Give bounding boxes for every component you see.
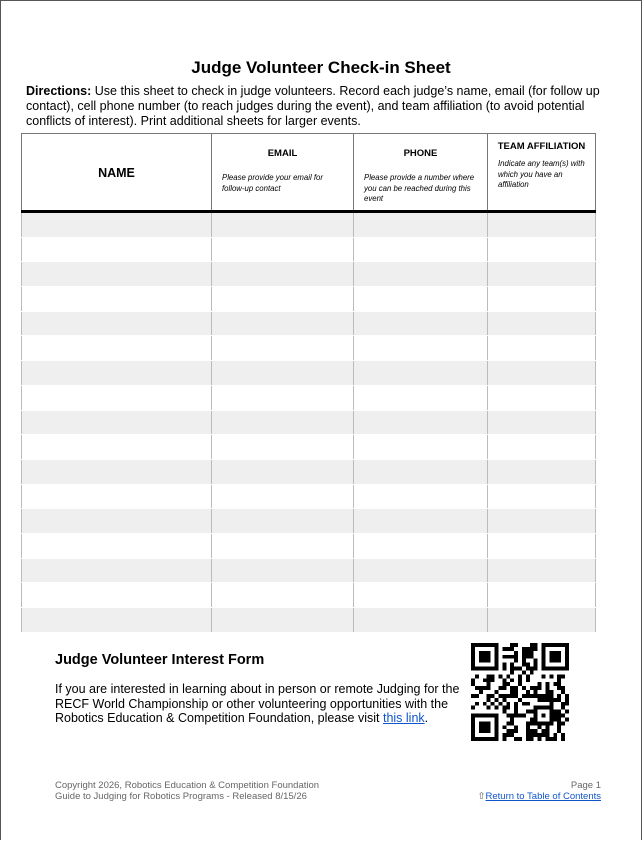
interest-form-title: Judge Volunteer Interest Form xyxy=(55,652,265,668)
cell-phone[interactable] xyxy=(354,311,488,336)
check-in-table xyxy=(21,133,596,633)
cell-phone[interactable] xyxy=(354,336,488,361)
table-row xyxy=(22,558,596,583)
cell-email[interactable] xyxy=(212,311,354,336)
cell-email[interactable] xyxy=(212,608,354,633)
table-body xyxy=(22,212,596,633)
cell-name[interactable] xyxy=(22,311,212,336)
cell-phone[interactable] xyxy=(354,459,488,484)
cell-email[interactable] xyxy=(212,287,354,312)
cell-name[interactable] xyxy=(22,361,212,386)
header-phone-note: Please provide a number where you can be reached during this event xyxy=(364,173,475,203)
cell-team[interactable] xyxy=(488,583,596,608)
return-arrow-icon: ⇧ xyxy=(477,791,486,802)
directions-text: Use this sheet to check in judge volunteers. Record each judge’s name, email (for follow up contact), cell phone number (to reach judges during the event), and team affiliation (to avoid potential conflicts of interest). Print additional sheets for larger events. xyxy=(26,84,600,128)
cell-email[interactable] xyxy=(212,237,354,262)
cell-phone[interactable] xyxy=(354,583,488,608)
header-email xyxy=(212,134,354,212)
page-title: Judge Volunteer Check-in Sheet xyxy=(191,58,451,77)
table-row xyxy=(22,484,596,509)
table-row xyxy=(22,410,596,435)
table-row xyxy=(22,509,596,534)
header-phone xyxy=(354,134,488,212)
directions xyxy=(26,84,602,129)
footer-left xyxy=(55,780,319,802)
header-name xyxy=(22,134,212,212)
footer-guide: Guide to Judging for Robotics Programs - Released 8/15/26 xyxy=(55,791,307,802)
cell-email[interactable] xyxy=(212,459,354,484)
cell-team[interactable] xyxy=(488,361,596,386)
cell-name[interactable] xyxy=(22,533,212,558)
table-header-row xyxy=(22,134,596,212)
table-row xyxy=(22,459,596,484)
cell-team[interactable] xyxy=(488,459,596,484)
cell-name[interactable] xyxy=(22,484,212,509)
cell-team[interactable] xyxy=(488,435,596,460)
table-row xyxy=(22,435,596,460)
cell-phone[interactable] xyxy=(354,361,488,386)
directions-label: Directions: xyxy=(26,84,92,98)
footer-copyright: Copyright 2026, Robotics Education & Competition Foundation xyxy=(55,780,320,791)
footer-toc xyxy=(478,791,601,802)
cell-email[interactable] xyxy=(212,410,354,435)
cell-phone[interactable] xyxy=(354,435,488,460)
cell-team[interactable] xyxy=(488,237,596,262)
cell-name[interactable] xyxy=(22,608,212,633)
header-phone-label: PHONE xyxy=(403,148,438,159)
cell-email[interactable] xyxy=(212,533,354,558)
cell-team[interactable] xyxy=(488,533,596,558)
cell-name[interactable] xyxy=(22,583,212,608)
header-team xyxy=(488,134,596,212)
cell-team[interactable] xyxy=(488,336,596,361)
cell-team[interactable] xyxy=(488,311,596,336)
cell-name[interactable] xyxy=(22,459,212,484)
cell-team[interactable] xyxy=(488,212,596,238)
table-row xyxy=(22,533,596,558)
cell-phone[interactable] xyxy=(354,484,488,509)
cell-team[interactable] xyxy=(488,558,596,583)
cell-name[interactable] xyxy=(22,435,212,460)
cell-name[interactable] xyxy=(22,410,212,435)
cell-email[interactable] xyxy=(212,262,354,287)
cell-team[interactable] xyxy=(488,509,596,534)
cell-team[interactable] xyxy=(488,608,596,633)
cell-email[interactable] xyxy=(212,484,354,509)
cell-email[interactable] xyxy=(212,509,354,534)
cell-name[interactable] xyxy=(22,509,212,534)
cell-email[interactable] xyxy=(212,558,354,583)
header-name-label: NAME xyxy=(98,166,135,180)
cell-phone[interactable] xyxy=(354,558,488,583)
footer-right xyxy=(478,780,601,802)
cell-phone[interactable] xyxy=(354,287,488,312)
table-row xyxy=(22,262,596,287)
cell-name[interactable] xyxy=(22,287,212,312)
cell-phone[interactable] xyxy=(354,509,488,534)
qr-code-icon xyxy=(471,643,569,741)
header-email-label: EMAIL xyxy=(267,148,298,159)
cell-email[interactable] xyxy=(212,361,354,386)
header-email-note: Please provide your email for follow-up contact xyxy=(222,173,323,193)
cell-team[interactable] xyxy=(488,484,596,509)
cell-team[interactable] xyxy=(488,262,596,287)
interest-form-body: If you are interested in learning about in person or remote Judging for the RECF World Championship or other volunteering opportunities with the Robotics Education & Competition Foundation, please visit xyxy=(55,682,460,725)
table-row xyxy=(22,608,596,633)
table-row xyxy=(22,385,596,410)
cell-phone[interactable] xyxy=(354,262,488,287)
table-row xyxy=(22,237,596,262)
table-row xyxy=(22,287,596,312)
table-row xyxy=(22,212,596,238)
footer-page-number: Page 1 xyxy=(570,780,601,791)
table-row xyxy=(22,361,596,386)
cell-phone[interactable] xyxy=(354,608,488,633)
table-row xyxy=(22,583,596,608)
cell-email[interactable] xyxy=(212,385,354,410)
cell-phone[interactable] xyxy=(354,212,488,238)
table-row xyxy=(22,311,596,336)
cell-name[interactable] xyxy=(22,237,212,262)
cell-name[interactable] xyxy=(22,558,212,583)
cell-team[interactable] xyxy=(488,410,596,435)
interest-form-link[interactable]: this link xyxy=(382,711,425,725)
cell-name[interactable] xyxy=(22,385,212,410)
header-team-label: TEAM AFFILIATION xyxy=(497,141,586,152)
cell-phone[interactable] xyxy=(354,237,488,262)
header-team-note: Indicate any team(s) with which you have an affiliation xyxy=(498,159,585,189)
cell-team[interactable] xyxy=(488,385,596,410)
cell-phone[interactable] xyxy=(354,533,488,558)
cell-email[interactable] xyxy=(212,583,354,608)
interest-form-text xyxy=(55,682,465,726)
table-row xyxy=(22,336,596,361)
cell-name[interactable] xyxy=(22,212,212,238)
cell-name[interactable] xyxy=(22,336,212,361)
cell-team[interactable] xyxy=(488,287,596,312)
cell-email[interactable] xyxy=(212,212,354,238)
return-to-toc-link[interactable]: Return to Table of Contents xyxy=(485,791,601,802)
interest-form-period: . xyxy=(424,711,429,725)
cell-phone[interactable] xyxy=(354,385,488,410)
cell-email[interactable] xyxy=(212,336,354,361)
cell-name[interactable] xyxy=(22,262,212,287)
cell-email[interactable] xyxy=(212,435,354,460)
cell-phone[interactable] xyxy=(354,410,488,435)
